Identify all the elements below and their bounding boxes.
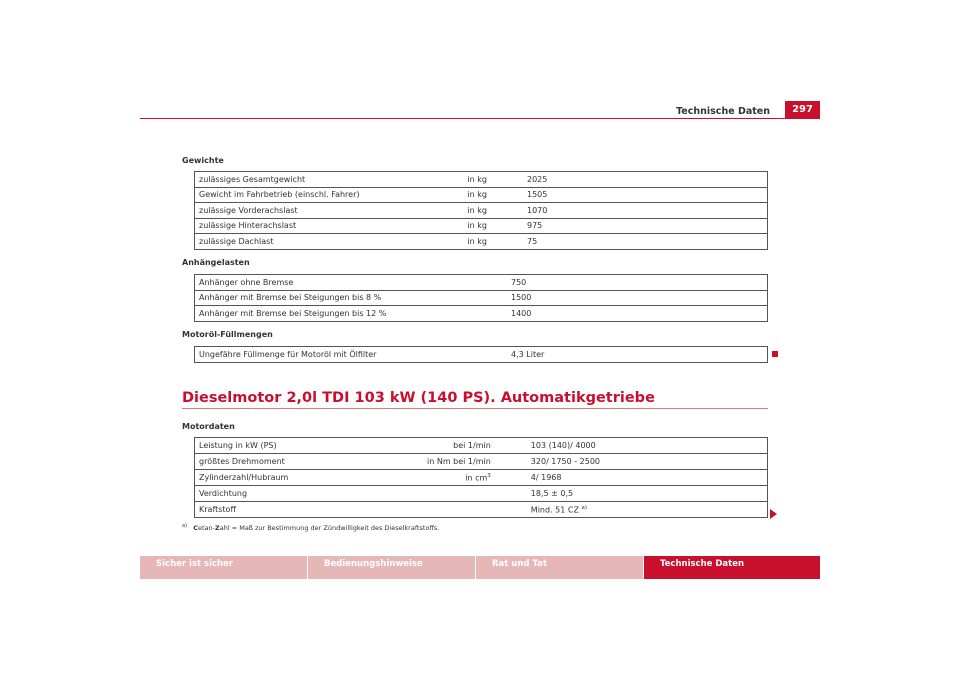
row-label: Zylinderzahl/Hubraum bbox=[195, 470, 424, 486]
table-row bbox=[195, 454, 768, 470]
row-unit: in kg bbox=[423, 172, 491, 188]
row-unit: in Nm bei 1/min bbox=[423, 454, 495, 470]
footer-tab-rat[interactable]: Rat und Tat bbox=[476, 556, 643, 579]
table-row bbox=[195, 290, 768, 306]
footnote-ref[interactable]: a) bbox=[581, 504, 588, 511]
row-value: 1070 bbox=[523, 203, 768, 219]
row-value: 4/ 1968 bbox=[527, 470, 768, 486]
row-value: 1400 bbox=[507, 306, 768, 322]
table-row bbox=[195, 218, 768, 234]
unit-superscript: 3 bbox=[487, 472, 491, 479]
row-value: 320/ 1750 - 2500 bbox=[527, 454, 768, 470]
row-value: 750 bbox=[507, 275, 768, 291]
unit-text: in cm bbox=[465, 473, 488, 483]
row-label: Verdichtung bbox=[195, 486, 424, 502]
table-row bbox=[195, 306, 768, 322]
header-title: Technische Daten bbox=[676, 106, 770, 117]
table-row bbox=[195, 347, 768, 363]
footnote-text2: ahl = Maß zur Bestimmung der Zündwilligkeit des Dieselkraftstoffs. bbox=[219, 524, 440, 533]
section-end-marker bbox=[772, 351, 778, 357]
section-label-motoroel: Motoröl-Füllmengen bbox=[182, 330, 273, 339]
row-label: Ungefähre Füllmenge für Motoröl mit Ölfilter bbox=[195, 347, 508, 363]
row-value: 103 (140)/ 4000 bbox=[527, 438, 768, 454]
table-row bbox=[195, 234, 768, 250]
row-unit: in kg bbox=[423, 187, 491, 203]
row-value: 975 bbox=[523, 218, 768, 234]
row-value: 1500 bbox=[507, 290, 768, 306]
section-label-anhaengelasten: Anhängelasten bbox=[182, 258, 250, 267]
row-value: 75 bbox=[523, 234, 768, 250]
table-gewichte bbox=[194, 171, 768, 250]
footnote bbox=[182, 523, 439, 532]
section-label-gewichte: Gewichte bbox=[182, 156, 224, 165]
table-anhaengelasten bbox=[194, 274, 768, 322]
row-unit bbox=[423, 486, 495, 502]
heading-rule bbox=[182, 408, 768, 409]
row-unit: bei 1/min bbox=[423, 438, 495, 454]
footer-tab-technische[interactable]: Technische Daten bbox=[644, 556, 820, 579]
footnote-text1: etan- bbox=[198, 524, 215, 533]
table-row bbox=[195, 172, 768, 188]
row-label: zulässige Dachlast bbox=[195, 234, 424, 250]
footnote-c: C bbox=[193, 524, 198, 533]
header-rule bbox=[140, 118, 820, 119]
row-label: Anhänger ohne Bremse bbox=[195, 275, 508, 291]
table-row bbox=[195, 470, 768, 486]
footnote-marker: a) bbox=[182, 523, 188, 529]
table-row bbox=[195, 502, 768, 518]
row-unit bbox=[423, 470, 495, 486]
continue-arrow-icon bbox=[770, 509, 777, 519]
footer-tab-sicher[interactable]: Sicher ist sicher bbox=[140, 556, 307, 579]
row-label: zulässiges Gesamtgewicht bbox=[195, 172, 424, 188]
row-label: Anhänger mit Bremse bei Steigungen bis 8 % bbox=[195, 290, 508, 306]
row-value: 18,5 ± 0,5 bbox=[527, 486, 768, 502]
table-motoroel bbox=[194, 346, 768, 363]
row-value: 2025 bbox=[523, 172, 768, 188]
section-label-motordaten: Motordaten bbox=[182, 422, 235, 431]
table-row bbox=[195, 438, 768, 454]
table-row bbox=[195, 203, 768, 219]
diesel-heading: Dieselmotor 2,0l TDI 103 kW (140 PS). Automatikgetriebe bbox=[182, 390, 655, 406]
table-row bbox=[195, 187, 768, 203]
row-unit: in kg bbox=[423, 203, 491, 219]
table-row bbox=[195, 486, 768, 502]
row-value: 4,3 Liter bbox=[507, 347, 768, 363]
row-value bbox=[527, 502, 768, 518]
table-motordaten bbox=[194, 437, 768, 518]
value-text: Mind. 51 CZ bbox=[530, 505, 579, 515]
row-unit: in kg bbox=[423, 234, 491, 250]
row-label: größtes Drehmoment bbox=[195, 454, 424, 470]
page-number: 297 bbox=[785, 101, 820, 118]
row-label: zulässige Hinterachslast bbox=[195, 218, 424, 234]
table-row bbox=[195, 275, 768, 291]
row-unit: in kg bbox=[423, 218, 491, 234]
footer-tab-bedienung[interactable]: Bedienungshinweise bbox=[308, 556, 475, 579]
row-unit bbox=[423, 502, 495, 518]
footnote-z: Z bbox=[215, 524, 220, 533]
row-label: Gewicht im Fahrbetrieb (einschl. Fahrer) bbox=[195, 187, 424, 203]
row-label: Anhänger mit Bremse bei Steigungen bis 12 % bbox=[195, 306, 508, 322]
row-label: Leistung in kW (PS) bbox=[195, 438, 424, 454]
row-value: 1505 bbox=[523, 187, 768, 203]
row-label: zulässige Vorderachslast bbox=[195, 203, 424, 219]
row-label: Kraftstoff bbox=[195, 502, 424, 518]
